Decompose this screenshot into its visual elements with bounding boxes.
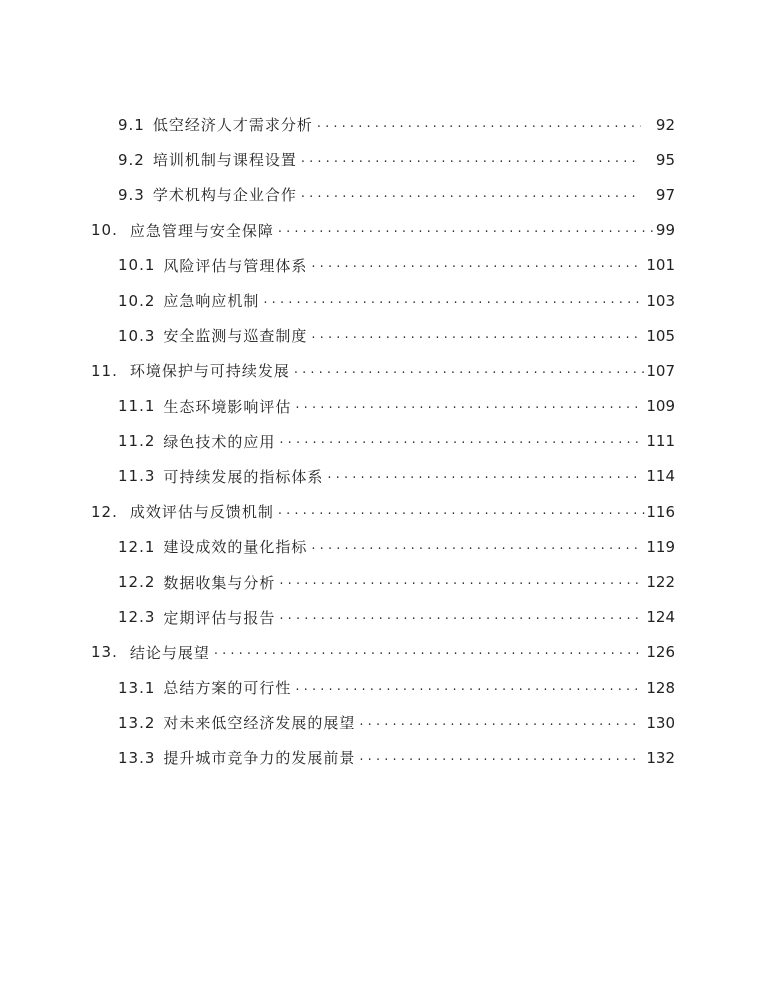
toc-entry-title: 培训机制与课程设置 xyxy=(152,151,297,170)
toc-entry-page: 126 xyxy=(646,643,675,662)
toc-entry-page: 105 xyxy=(646,326,675,345)
toc-dot-leader xyxy=(311,538,641,556)
toc-entry-title: 学术机构与企业合作 xyxy=(152,186,297,205)
toc-entry-11-2[interactable] xyxy=(0,424,765,459)
toc-dot-leader xyxy=(301,186,641,204)
toc-entry-13-2[interactable] xyxy=(0,705,765,740)
toc-entry-number: 11.3 xyxy=(118,467,156,486)
toc-entry-page: 119 xyxy=(646,537,675,556)
toc-entry-12-3[interactable] xyxy=(0,600,765,635)
toc-entry-10[interactable] xyxy=(0,213,765,248)
toc-dot-leader xyxy=(279,608,641,626)
toc-entry-page: 122 xyxy=(646,573,675,592)
toc-entry-title: 对未来低空经济发展的展望 xyxy=(163,714,356,733)
toc-entry-11[interactable] xyxy=(0,353,765,388)
toc-dot-leader xyxy=(279,432,641,450)
toc-entry-number: 9.1 xyxy=(118,115,145,134)
toc-entry-page: 95 xyxy=(655,150,675,169)
toc-entry-9-2[interactable] xyxy=(0,142,765,177)
toc-entry-12-2[interactable] xyxy=(0,564,765,599)
toc-entry-11-1[interactable] xyxy=(0,389,765,424)
toc-entry-13[interactable] xyxy=(0,635,765,670)
toc-dot-leader xyxy=(359,714,641,732)
toc-entry-number: 10.1 xyxy=(118,256,156,275)
toc-entry-title: 提升城市竞争力的发展前景 xyxy=(163,749,356,768)
toc-dot-leader xyxy=(295,679,641,697)
toc-entry-page: 103 xyxy=(646,291,675,310)
toc-dot-leader xyxy=(295,397,641,415)
toc-entry-9-1[interactable] xyxy=(0,107,765,142)
toc-entry-number: 12.1 xyxy=(118,537,156,556)
toc-entry-number: 11.2 xyxy=(118,432,156,451)
toc-entry-page: 99 xyxy=(655,221,675,240)
toc-dot-leader xyxy=(317,116,641,134)
toc-entry-number: 11.1 xyxy=(118,397,156,416)
toc-dot-leader xyxy=(311,327,641,345)
toc-entry-10-2[interactable] xyxy=(0,283,765,318)
toc-dot-leader xyxy=(327,467,641,485)
toc-entry-13-1[interactable] xyxy=(0,670,765,705)
table-of-contents xyxy=(0,107,765,776)
toc-entry-title: 安全监测与巡查制度 xyxy=(163,327,308,346)
toc-dot-leader xyxy=(359,749,641,767)
toc-entry-page: 116 xyxy=(646,502,675,521)
toc-entry-number: 9.3 xyxy=(118,185,145,204)
toc-entry-page: 114 xyxy=(646,467,675,486)
toc-entry-12-1[interactable] xyxy=(0,529,765,564)
toc-entry-number: 10.3 xyxy=(118,326,156,345)
toc-entry-page: 132 xyxy=(646,748,675,767)
toc-entry-number: 12.3 xyxy=(118,608,156,627)
toc-entry-title: 结论与展望 xyxy=(129,643,210,662)
toc-dot-leader xyxy=(214,643,645,661)
toc-entry-page: 92 xyxy=(655,115,675,134)
toc-entry-12[interactable] xyxy=(0,494,765,529)
toc-entry-number: 11. xyxy=(91,361,118,380)
toc-entry-number: 13.1 xyxy=(118,678,156,697)
toc-entry-number: 10. xyxy=(91,221,118,240)
toc-entry-title: 建设成效的量化指标 xyxy=(163,538,308,557)
toc-entry-title: 成效评估与反馈机制 xyxy=(129,503,274,522)
toc-entry-title: 定期评估与报告 xyxy=(163,608,276,627)
toc-entry-page: 128 xyxy=(646,678,675,697)
toc-entry-number: 9.2 xyxy=(118,150,145,169)
toc-entry-title: 应急响应机制 xyxy=(163,292,260,311)
toc-entry-number: 12.2 xyxy=(118,573,156,592)
toc-entry-page: 124 xyxy=(646,608,675,627)
toc-dot-leader xyxy=(294,362,645,380)
toc-dot-leader xyxy=(263,292,641,310)
toc-entry-title: 数据收集与分析 xyxy=(163,573,276,592)
toc-entry-page: 130 xyxy=(646,713,675,732)
toc-dot-leader xyxy=(278,503,645,521)
toc-entry-number: 13.2 xyxy=(118,713,156,732)
toc-entry-10-1[interactable] xyxy=(0,248,765,283)
toc-entry-number: 10.2 xyxy=(118,291,156,310)
toc-entry-title: 绿色技术的应用 xyxy=(163,432,276,451)
toc-entry-number: 13. xyxy=(91,643,118,662)
toc-entry-title: 低空经济人才需求分析 xyxy=(152,116,313,135)
toc-entry-page: 107 xyxy=(646,361,675,380)
toc-dot-leader xyxy=(311,256,641,274)
toc-entry-title: 生态环境影响评估 xyxy=(163,397,292,416)
toc-entry-number: 12. xyxy=(91,502,118,521)
toc-entry-page: 101 xyxy=(646,256,675,275)
toc-entry-title: 应急管理与安全保障 xyxy=(129,221,274,240)
toc-entry-11-3[interactable] xyxy=(0,459,765,494)
toc-entry-title: 环境保护与可持续发展 xyxy=(129,362,290,381)
toc-entry-10-3[interactable] xyxy=(0,318,765,353)
toc-dot-leader xyxy=(301,151,641,169)
toc-entry-number: 13.3 xyxy=(118,748,156,767)
toc-entry-page: 111 xyxy=(646,432,675,451)
toc-entry-13-3[interactable] xyxy=(0,740,765,775)
toc-dot-leader xyxy=(278,221,655,239)
toc-entry-page: 97 xyxy=(655,185,675,204)
toc-dot-leader xyxy=(279,573,641,591)
toc-entry-title: 风险评估与管理体系 xyxy=(163,256,308,275)
toc-entry-9-3[interactable] xyxy=(0,177,765,212)
toc-entry-title: 可持续发展的指标体系 xyxy=(163,467,324,486)
toc-entry-title: 总结方案的可行性 xyxy=(163,679,292,698)
toc-entry-page: 109 xyxy=(646,397,675,416)
